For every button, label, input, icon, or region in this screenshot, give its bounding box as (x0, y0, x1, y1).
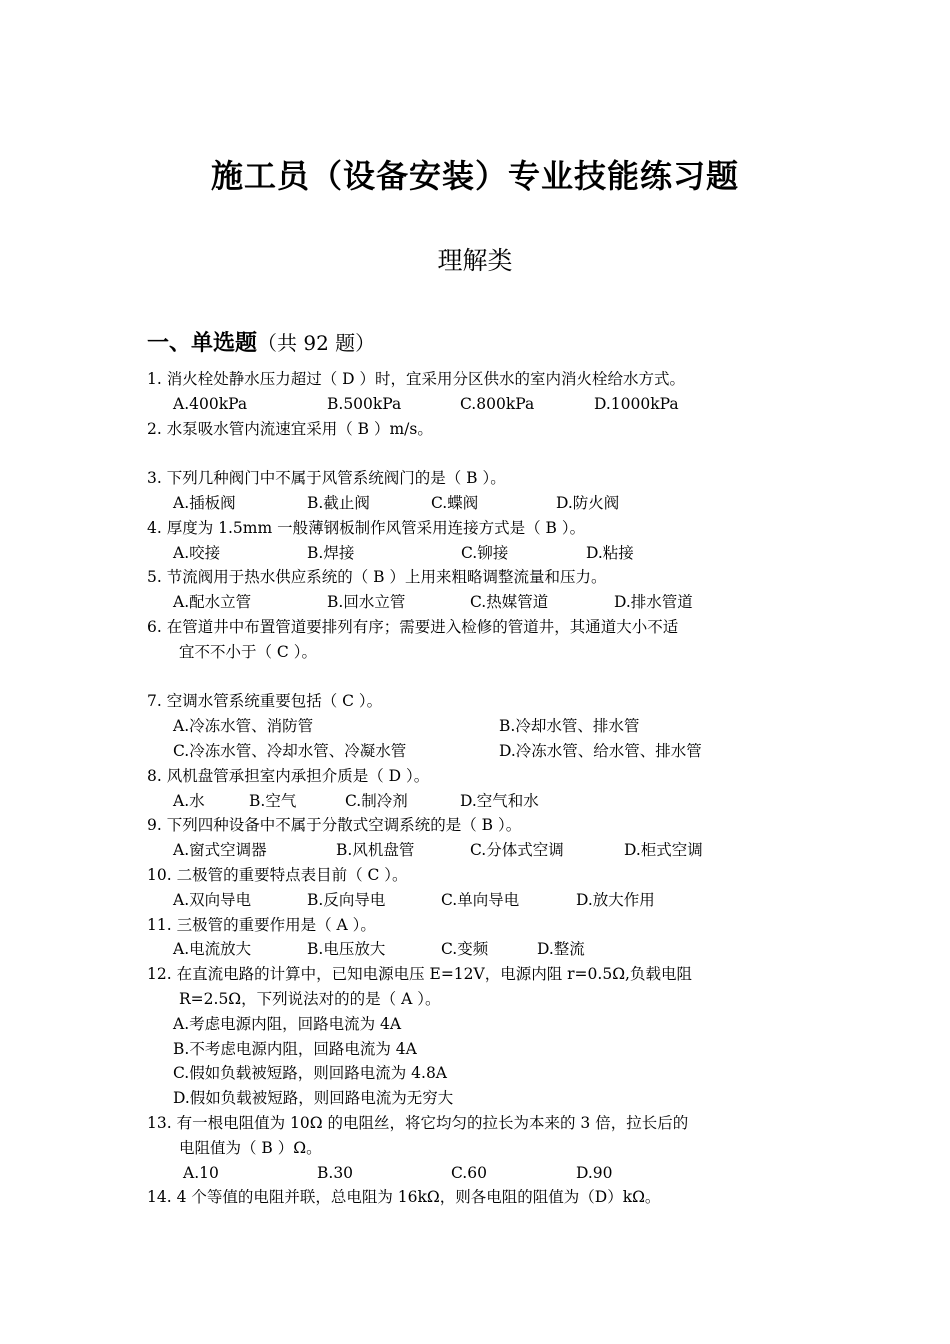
option-c: C.蝶阀 (431, 493, 479, 512)
option-c: C.变频 (441, 940, 489, 959)
option-c: C.单向导电 (441, 890, 520, 909)
blank-line (147, 441, 827, 466)
option-c: C.制冷剂 (345, 791, 408, 810)
question-7 (147, 689, 827, 763)
option-b: B.冷却水管、排水管 (499, 717, 640, 736)
question-text: 10. 二极管的重要特点表目前（ C ）。 (147, 865, 408, 884)
option-c: C.800kPa (460, 394, 535, 413)
question-text: 4. 厚度为 1.5mm 一般薄钢板制作风管采用连接方式是（ B ）。 (147, 518, 586, 537)
question-4 (147, 516, 827, 566)
question-text: 14. 4 个等值的电阻并联，总电阻为 16kΩ，则各电阻的阻值为（D）kΩ。 (147, 1188, 661, 1207)
question-text: 6. 在管道井中布置管道要排列有序；需要进入检修的管道井，其通道大小不适 (147, 617, 679, 636)
option-row (147, 937, 827, 962)
option-a: A.咬接 (173, 543, 221, 562)
option-c: C.分体式空调 (470, 841, 564, 860)
question-text: 5. 节流阀用于热水供应系统的（ B ）上用来粗略调整流量和压力。 (147, 568, 607, 587)
section-heading (147, 326, 375, 361)
question-list (147, 367, 827, 1210)
question-8 (147, 764, 827, 814)
question-3 (147, 466, 827, 516)
option-d: D.90 (576, 1163, 613, 1182)
option-b: B.30 (317, 1163, 354, 1182)
option-a: A.双向导电 (173, 890, 252, 909)
option-b: B.反向导电 (307, 890, 386, 909)
question-text-continued: R=2.5Ω，下列说法对的的是（ A ）。 (179, 989, 441, 1008)
option-d: D.冷冻水管、给水管、排水管 (499, 741, 702, 760)
option-row (147, 789, 827, 814)
option-row (147, 739, 827, 764)
question-text: 1. 消火栓处静水压力超过（ D ）时，宜采用分区供水的室内消火栓给水方式。 (147, 370, 685, 388)
option-a: A.水 (173, 791, 205, 810)
question-2 (147, 417, 827, 467)
option-a: A.配水立管 (173, 593, 252, 612)
option-row (147, 491, 827, 516)
option-c: C.60 (451, 1163, 487, 1182)
option-d: D.整流 (537, 940, 585, 959)
option-a: A.400kPa (173, 394, 248, 413)
question-12 (147, 962, 827, 1111)
option-b: B.不考虑电源内阻，回路电流为 4A (173, 1039, 417, 1058)
option-a: A.窗式空调器 (173, 841, 267, 860)
option-c: C.假如负载被短路，则回路电流为 4.8A (173, 1064, 448, 1083)
option-c: C.铆接 (461, 543, 509, 562)
question-text-continued: 宜不不小于（ C ）。 (179, 642, 317, 661)
option-d: D.放大作用 (576, 890, 655, 909)
option-d: D.防火阀 (556, 493, 620, 512)
option-d: D.粘接 (586, 543, 634, 562)
option-a: A.10 (183, 1163, 219, 1182)
question-text: 2. 水泵吸水管内流速宜采用（ B ）m/s。 (147, 419, 433, 438)
question-text: 7. 空调水管系统重要包括（ C ）。 (147, 692, 383, 711)
question-text: 3. 下列几种阀门中不属于风管系统阀门的是（ B ）。 (147, 469, 506, 488)
section-heading-text: 一、单选题 (147, 331, 258, 356)
option-d: D.假如负载被短路，则回路电流为无穷大 (173, 1089, 454, 1108)
option-row (147, 838, 827, 863)
option-b: B.截止阀 (307, 493, 370, 512)
option-b: B.电压放大 (307, 940, 386, 959)
question-9 (147, 813, 827, 863)
option-d: D.空气和水 (460, 791, 539, 810)
option-row (147, 590, 827, 615)
option-c: C.冷冻水管、冷却水管、冷凝水管 (173, 741, 407, 760)
option-b: B.风机盘管 (336, 841, 415, 860)
question-text: 11. 三极管的重要作用是（ A ）。 (147, 915, 376, 934)
option-c: C.热媒管道 (470, 593, 549, 612)
question-10 (147, 863, 827, 913)
question-text: 12. 在直流电路的计算中，已知电源电压 E=12V，电源内阻 r=0.5Ω,负载电阻 (147, 965, 692, 984)
option-a: A.考虑电源内阻，回路电流为 4A (173, 1014, 402, 1033)
option-a: A.冷冻水管、消防管 (173, 717, 314, 736)
option-row (147, 714, 827, 739)
question-13 (147, 1111, 827, 1185)
question-1 (147, 367, 827, 417)
document-title: 施工员（设备安装）专业技能练习题 (210, 157, 739, 195)
option-d: D.排水管道 (614, 593, 693, 612)
option-b: B.空气 (249, 791, 297, 810)
option-b: B.焊接 (307, 543, 355, 562)
question-14 (147, 1185, 827, 1210)
section-count-note: （共 92 题） (257, 331, 376, 355)
option-a: A.电流放大 (173, 940, 252, 959)
question-text-continued: 电阻值为（ B ）Ω。 (179, 1138, 322, 1157)
question-text: 8. 风机盘管承担室内承担介质是（ D ）。 (147, 766, 430, 785)
question-11 (147, 913, 827, 963)
option-d: D.1000kPa (594, 394, 679, 413)
question-text: 13. 有一根电阻值为 10Ω 的电阻丝，将它均匀的拉长为本来的 3 倍，拉长后的 (147, 1113, 689, 1132)
option-b: B.500kPa (327, 394, 402, 413)
option-row (147, 888, 827, 913)
option-a: A.插板阀 (173, 493, 236, 512)
question-6 (147, 615, 827, 689)
question-text: 9. 下列四种设备中不属于分散式空调系统的是（ B ）。 (147, 816, 522, 835)
document-subtitle: 理解类 (437, 246, 513, 275)
option-row (147, 541, 827, 566)
option-row (147, 392, 827, 417)
option-d: D.柜式空调 (624, 841, 703, 860)
question-5 (147, 565, 827, 615)
blank-line (147, 665, 827, 690)
option-row (147, 1161, 827, 1186)
option-b: B.回水立管 (327, 593, 406, 612)
